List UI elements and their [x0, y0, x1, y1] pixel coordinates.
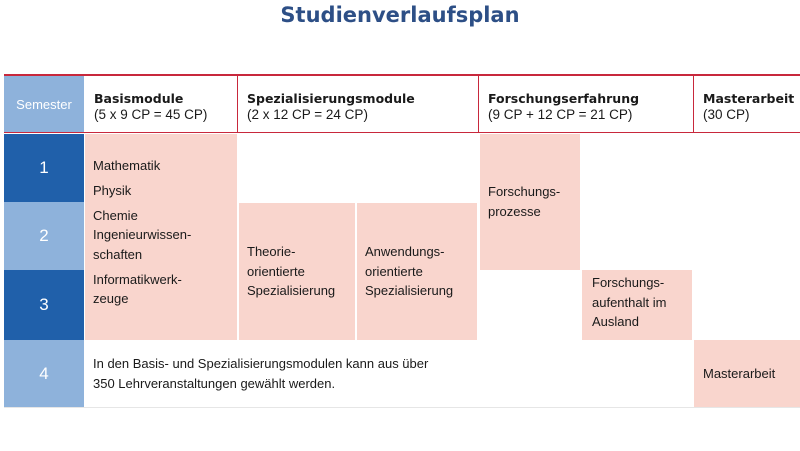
semester-number: 3 — [39, 295, 49, 314]
note-line: 350 Lehrveranstaltungen gewählt werden. — [93, 375, 336, 391]
module-item: Chemie — [93, 208, 138, 223]
forschungsprozesse-line: Forschungs- — [488, 184, 561, 199]
anwendung-line: orientierte — [365, 263, 423, 279]
forsch-sub: (9 CP + 12 CP = 21 CP) — [488, 107, 633, 122]
forsch-title: Forschungserfahrung — [488, 91, 640, 106]
semester-header — [4, 76, 84, 132]
forschungsprozesse-block — [480, 134, 580, 270]
theorie-block — [239, 203, 355, 340]
aufenthalt-line: Forschungs- — [592, 275, 665, 290]
forschungsaufenthalt-block — [582, 270, 692, 340]
master-sub: (30 CP) — [703, 107, 750, 122]
anwendung-line: Anwendungs- — [365, 244, 445, 259]
forschungsprozesse-line: prozesse — [488, 203, 541, 219]
anwendung-line: Spezialisierung — [365, 283, 454, 298]
header-top-line — [4, 74, 800, 76]
header-forschung — [479, 77, 693, 133]
semester-cell-3 — [4, 270, 84, 340]
anwendung-block — [357, 203, 477, 340]
module-item: Physik — [93, 183, 132, 198]
module-item: Informatikwerk- — [93, 271, 182, 287]
semester-cell-4 — [4, 340, 84, 407]
semester-cell-2 — [4, 202, 84, 270]
theorie-line: Theorie- — [247, 244, 296, 259]
module-item: schaften — [93, 246, 143, 262]
header-spezialisierung — [238, 77, 478, 133]
page-title: Studienverlaufsplan — [280, 3, 520, 27]
aufenthalt-line: aufenthalt im — [592, 294, 667, 310]
header-masterarbeit — [694, 77, 800, 133]
module-item: Ingenieurwissen- — [93, 227, 192, 242]
theorie-line: orientierte — [247, 263, 305, 279]
semester-header-label: Semester — [16, 96, 72, 112]
theorie-line: Spezialisierung — [247, 283, 336, 298]
module-item: zeuge — [93, 291, 129, 306]
header-basismodule — [85, 77, 237, 133]
note-line: In den Basis- und Spezialisierungsmodulen kann aus über — [93, 356, 429, 371]
masterarbeit-block — [694, 340, 800, 407]
module-item: Mathematik — [93, 158, 161, 173]
table-bottom-line — [4, 407, 800, 408]
semester-cell-1 — [4, 134, 84, 202]
spez-title: Spezialisierungsmodule — [247, 91, 415, 106]
basis-title: Basismodule — [94, 91, 184, 106]
basismodule-block — [85, 134, 237, 340]
basis-sub: (5 x 9 CP = 45 CP) — [94, 107, 208, 122]
semester-number: 2 — [39, 226, 49, 245]
semester-number: 4 — [39, 363, 49, 383]
selection-note — [93, 354, 493, 393]
masterarbeit-label: Masterarbeit — [703, 366, 776, 381]
semester-number: 1 — [39, 158, 49, 177]
aufenthalt-line: Ausland — [592, 314, 639, 329]
spez-sub: (2 x 12 CP = 24 CP) — [247, 107, 368, 122]
master-title: Masterarbeit — [703, 91, 795, 106]
